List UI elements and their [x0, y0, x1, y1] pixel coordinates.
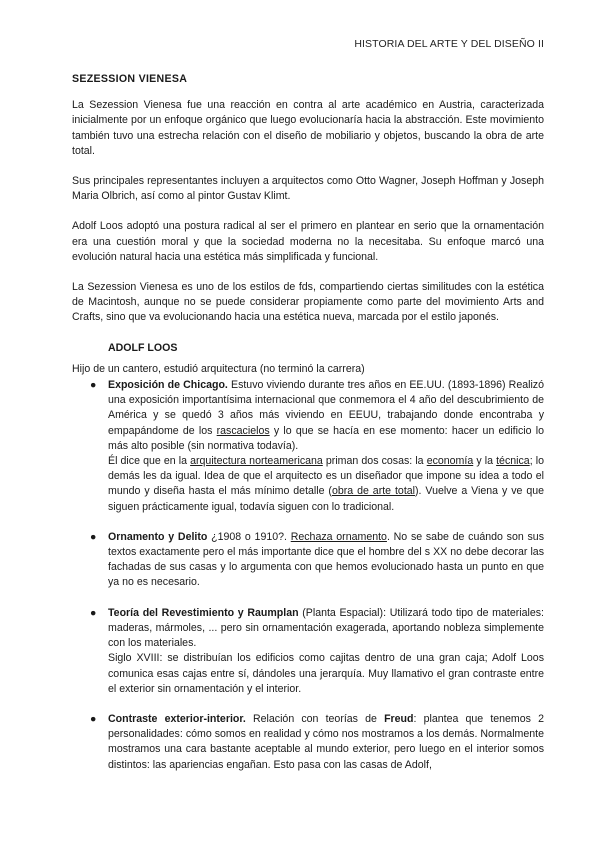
text-run: Relación con teorías de [245, 712, 385, 725]
term-revestimiento: Teoría del Revestimiento y Raumplan [108, 606, 299, 619]
text-run: (Planta Espacial): Utilizará todo tipo de materiales: maderas, mármoles, ... pero sin ornamentación exagerada, aportando nobleza simplemente con los materiales. [108, 606, 544, 650]
subsection-title: ADOLF LOOS [108, 341, 178, 354]
term-ornamento: Ornamento y Delito [108, 530, 208, 543]
paragraph-loos: Adolf Loos adoptó una postura radical al ser el primero en plantear en serio que la ornamentación era una cuestión moral y que la sociedad moderna no la necesitaba. Su enfoque marcó una evolución natural hacia una estética más simplificada y funcional. [72, 220, 544, 263]
chicago-part-1 [108, 378, 544, 454]
underlined-tecnica: técnica [496, 455, 530, 468]
topic-list [72, 378, 544, 773]
bullet-icon: ● [90, 712, 97, 725]
revestimiento-part-2: Siglo XVIII: se distribuían los edificios como cajitas dentro de una gran caja; Adolf Loos comunica esas cajas entre sí, dándoles una jerarquía. Muy llamativo el gran contraste entre el exterior sin ornamentación y el interior. [108, 652, 544, 695]
underlined-rascacielos: rascacielos [216, 424, 270, 437]
text-run: : plantea que tenemos 2 personalidades: cómo somos en realidad y cómo nos mostramos a los demás. Normalmente mostramos una cara bastante aceptable al mundo exterior, pero luego en el interior somos distintos: las apariencias engañan. Esto pasa con las casas de Adolf, [108, 712, 544, 771]
term-chicago: Exposición de Chicago. [108, 379, 228, 392]
text-run: Estuvo viviendo durante tres años en EE.UU. (1893-1896) Realizó una exposición importantísima internacional que conmemora el 4 año del descubrimiento de América y se quedó 3 años más viviendo en EEUU, trabajando donde encontraba y empapándome de los [108, 379, 544, 437]
paragraph-representatives: Sus principales representantes incluyen a arquitectos como Otto Wagner, Joseph Hoffman y Joseph Maria Olbrich, así como al pintor Gustav Klimt. [72, 175, 544, 203]
subsection-intro: Hijo de un cantero, estudió arquitectura (no terminó la carrera) [72, 362, 365, 375]
bullet-icon: ● [90, 606, 97, 619]
bullet-icon: ● [90, 530, 97, 543]
paragraph-intro: La Sezession Vienesa fue una reacción en contra al arte académico en Austria, caracterizada inicialmente por un enfoque orgánico que luego evolucionaría hacia la abstracción. Este movimiento también tuvo una estrecha relación con el diseño de mobiliario y objetos, buscando la obra de arte total. [72, 99, 544, 157]
text-run: ). Vuelve a Viena y ve que siguen prácticamente igual, todavía siguen con lo tradicional. [108, 485, 544, 513]
bullet-icon: ● [90, 379, 97, 392]
section-title: SEZESSION VIENESA [72, 73, 188, 85]
document-body [72, 72, 544, 788]
running-header: HISTORIA DEL ARTE Y DEL DISEÑO II [354, 38, 544, 50]
revestimiento-part-1 [108, 606, 544, 652]
paragraph-style: La Sezession Vienesa es uno de los estilos de fds, compartiendo ciertas similitudes con la estética de Macintosh, aunque no se puede considerar propiamente como parte del movimiento Arts and Crafts, sino que va evolucionando hacia una estética nueva, marcada por el estilo japonés. [72, 281, 544, 324]
underlined-rechaza: Rechaza ornamento [290, 530, 387, 543]
list-item-revestimiento [72, 606, 544, 697]
text-run: priman dos cosas: la [322, 455, 427, 468]
text-run: ¿1908 o 1910?. [207, 530, 291, 543]
text-run: . No se sabe de cuándo son sus textos exactamente pero el más importante dice que el hombre del s XX no debe decorar las fachadas de sus casas y lo argumenta con que hemos evolucionado hasta un punto en que ya no es necesario. [108, 530, 544, 589]
list-item-contraste [72, 712, 544, 773]
underlined-arquitectura: arquitectura norteamericana [190, 455, 323, 468]
text-run: y lo que se hacía en ese momento: hacer un edificio lo más alto posible (sin normativa todavía). [108, 424, 544, 452]
term-contraste: Contraste exterior-interior. [108, 712, 246, 725]
text-run: y la [473, 455, 497, 468]
underlined-economia: economía [426, 455, 474, 468]
text-run: Él dice que en la [108, 455, 191, 468]
list-item-ornamento [72, 530, 544, 591]
chicago-part-2 [108, 454, 544, 515]
list-item-chicago [72, 378, 544, 515]
underlined-obra-total: obra de arte total [331, 485, 416, 498]
term-freud: Freud [384, 712, 414, 725]
text-run: ; lo demás les da igual. Idea de que el arquitecto es un diseñador que impone su idea a todo el mundo y diseña hasta el más mínimo detalle ( [108, 455, 544, 498]
